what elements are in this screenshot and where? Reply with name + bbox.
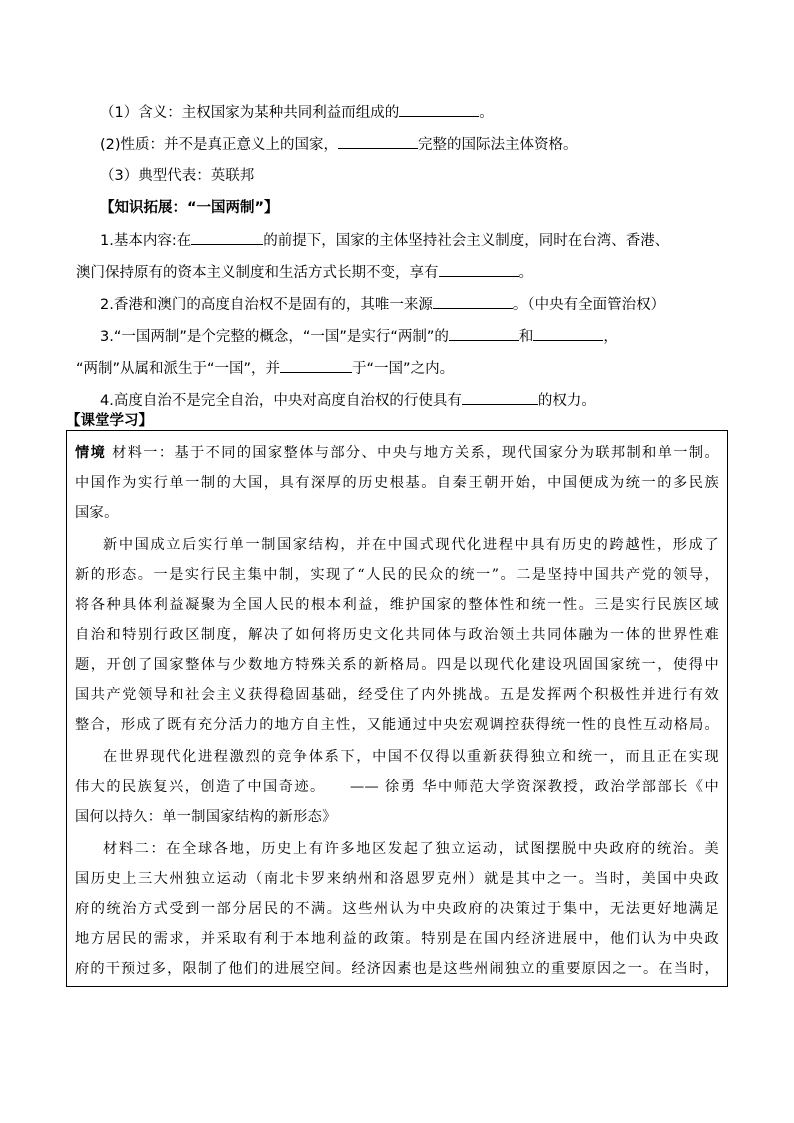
punctuation: 。 bbox=[479, 105, 494, 121]
extension-point-1b bbox=[76, 262, 533, 283]
fill-blank[interactable] bbox=[433, 294, 513, 309]
definition-text: （1）含义：主权国家为某种共同利益而组成的 bbox=[100, 105, 400, 121]
fill-blank[interactable] bbox=[533, 326, 603, 341]
material-line: 中国作为实行单一制的大国，具有深厚的历史根基。自秦王朝开始，中国便成为统一的多民族 bbox=[75, 475, 719, 491]
extension-point-2 bbox=[100, 294, 665, 315]
fill-blank[interactable] bbox=[449, 326, 519, 341]
material-line: 府的干预过多，限制了他们的进展空间。经济因素也是这些州闹独立的重要原因之一。在当时， bbox=[75, 961, 719, 977]
point-text: 3.“一国两制”是个完整的概念，“一国”是实行“两制”的 bbox=[100, 329, 449, 345]
point-text: 澳门保持原有的资本主义制度和生活方式长期不变，享有 bbox=[76, 265, 439, 281]
definition-line bbox=[100, 102, 494, 123]
material-line: 国家。 bbox=[75, 505, 119, 521]
material-line: 府的统治方式受到一部分居民的不满。这些州认为中央政府的决策过于集中，无法更好地满足 bbox=[75, 901, 719, 917]
representative-line: （3）典型代表：英联邦 bbox=[100, 168, 255, 184]
punctuation: 。 bbox=[518, 265, 533, 281]
point-text: 2.香港和澳门的高度自治权不是固有的，其唯一来源 bbox=[100, 297, 433, 313]
fill-blank[interactable] bbox=[280, 358, 352, 373]
fill-blank[interactable] bbox=[191, 230, 263, 245]
nature-text: (2)性质：并不是真正意义上的国家， bbox=[100, 137, 339, 153]
point-text: 和 bbox=[518, 329, 534, 345]
point-text: 的权力。 bbox=[537, 393, 596, 409]
material-line: 自治和特别行政区制度，解决了如何将历史文化共同体与政治领土共同体融为一体的世界性难 bbox=[75, 627, 719, 643]
point-text: 4.高度自治不是完全自治，中央对高度自治权的行使具有 bbox=[100, 393, 462, 409]
fill-blank[interactable] bbox=[399, 102, 479, 117]
material-line: 国共产党领导和社会主义获得稳固基础，经受住了内外挑战。五是发挥两个积极性并进行有效 bbox=[75, 687, 719, 703]
material-line: 整合，形成了既有充分活力的地方自主性，又能通过中央宏观调控获得统一性的良性互动格局。 bbox=[75, 717, 719, 733]
point-text: 于“一国”之内。 bbox=[352, 361, 455, 377]
material-line: 题，开创了国家整体与少数地方特殊关系的新格局。四是以现代化建设巩固国家统一，使得中 bbox=[75, 657, 719, 673]
material-text: 材料一：基于不同的国家整体与部分、中央与地方关系，现代国家分为联邦制和单一制。 bbox=[112, 445, 720, 461]
material-line: 在世界现代化进程激烈的竞争体系下，中国不仅得以重新获得独立和统一，而且正在实现 bbox=[103, 749, 719, 765]
nature-line bbox=[100, 134, 578, 155]
material-line: 国何以持久：单一制国家结构的新形态》 bbox=[75, 809, 337, 825]
nature-text-end: 完整的国际法主体资格。 bbox=[418, 137, 578, 153]
point-text: 的前提下，国家的主体坚持社会主义制度，同时在台湾、香港、 bbox=[263, 233, 670, 249]
material-line bbox=[75, 443, 719, 463]
fill-blank[interactable] bbox=[462, 390, 538, 405]
point-text: 。（中央有全面管治权） bbox=[512, 297, 666, 313]
material-line: 国历史上三大州独立运动（南北卡罗来纳州和洛恩罗克州）就是其中之一。当时，美国中央政 bbox=[75, 871, 719, 887]
situation-box bbox=[66, 430, 728, 987]
point-text: 1.基本内容:在 bbox=[100, 233, 192, 249]
fill-blank[interactable] bbox=[338, 134, 418, 149]
extension-point-4 bbox=[100, 390, 596, 411]
material-line: 地方居民的需求，并采取有利于本地利益的政策。特别是在国内经济进展中，他们认为中央政 bbox=[75, 931, 719, 947]
fill-blank[interactable] bbox=[439, 262, 519, 277]
extension-point-3a bbox=[100, 326, 618, 347]
situation-label: 情境 bbox=[75, 445, 107, 461]
classroom-heading: 【课堂学习】 bbox=[66, 413, 153, 429]
material-line: 新中国成立后实行单一制国家结构，并在中国式现代化进程中具有历史的跨越性，形成了 bbox=[103, 537, 719, 553]
point-text: “两制”从属和派生于“一国”，并 bbox=[76, 361, 281, 377]
material-line: 伟大的民族复兴，创造了中国奇迹。 —— 徐勇 华中师范大学资深教授，政治学部部长《中 bbox=[75, 779, 719, 795]
extension-heading: 【知识拓展：“一国两制”】 bbox=[100, 200, 279, 216]
extension-point-3b bbox=[76, 358, 454, 379]
punctuation: ， bbox=[603, 329, 618, 345]
material-line: 材料二：在全球各地，历史上有许多地区发起了独立运动，试图摆脱中央政府的统治。美 bbox=[103, 841, 719, 857]
material-line: 新的形态。一是实行民主集中制，实现了“人民的民众的统一”。二是坚持中国共产党的领导， bbox=[75, 567, 719, 583]
extension-point-1a bbox=[100, 230, 728, 251]
material-line: 将各种具体利益凝聚为全国人民的根本利益，维护国家的整体性和统一性。三是实行民族区域 bbox=[75, 597, 719, 613]
